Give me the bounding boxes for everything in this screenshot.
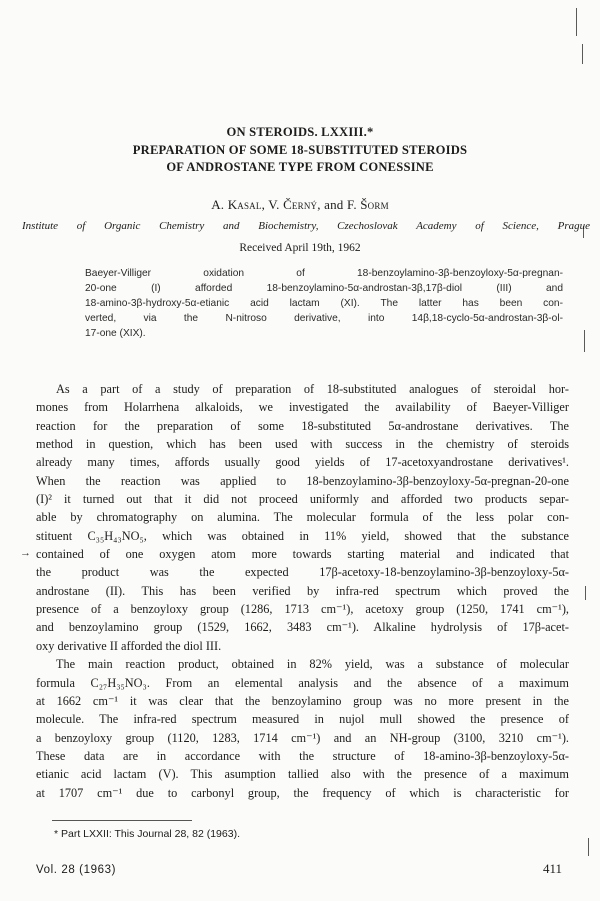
author-separator: , and F.: [317, 197, 361, 212]
author-affiliation: Institute of Organic Chemistry and Biochemistry, Czechoslovak Academy of Science, Prague: [22, 220, 590, 232]
abstract-line: verted, via the N-nitroso derivative, into 14β,18-cyclo-5α-androstan-3β-ol-: [85, 313, 563, 324]
scan-edge-mark: [576, 8, 577, 36]
scan-edge-mark: [588, 838, 589, 856]
body-line: The main reaction product, obtained in 82% yield, was a substance of molecular: [56, 657, 569, 672]
paper-title-line-3: OF ANDROSTANE TYPE FROM CONESSINE: [166, 160, 434, 174]
abstract-line: Baeyer-Villiger oxidation of 18-benzoylamino-3β-benzoyloxy-5α-pregnan-: [85, 268, 563, 279]
journal-volume: Vol. 28 (1963): [36, 864, 117, 876]
author-separator: , V.: [261, 197, 284, 212]
footnote: * Part LXXII: This Journal 28, 82 (1963).: [54, 828, 240, 840]
body-line: As a part of a study of preparation of 18-substituted analogues of steroidal hor-: [56, 382, 569, 396]
footnote-divider: [52, 820, 192, 821]
body-line: and benzoylamino group (1529, 1662, 3483 cm⁻¹). Alkaline hydrolysis of 17β-acet-: [36, 620, 569, 635]
body-line: formula C₂₇H₃₅NO₃. From an elemental analysis and the absence of a maximum: [36, 675, 569, 690]
abstract: [85, 266, 563, 341]
body-line: already many times, affords usually good yields of 17-acetoxyandrostane derivatives¹.: [36, 455, 569, 470]
scan-edge-mark: [584, 330, 585, 352]
body-line: molecule. The infra-red spectrum measured in nujol mull showed the presence of: [36, 712, 569, 727]
author-1-surname: Kasal: [227, 197, 262, 212]
author-2-surname: Černý: [283, 197, 318, 212]
scan-edge-mark: [585, 586, 586, 600]
paper-title-line-2: PREPARATION OF SOME 18-SUBSTITUTED STEROIDS: [132, 143, 468, 157]
author-1-initial: A.: [211, 197, 228, 212]
body-line: method in question, which has been used with success in the chemistry of steroids: [36, 437, 569, 452]
page-number: 411: [543, 861, 563, 876]
body-line: reaction for the preparation of some 18-substituted 5α-androstane derivatives. The: [36, 418, 569, 433]
paper-title-line-1: ON STEROIDS. LXXIII.*: [226, 125, 374, 139]
body-line: contained of one oxygen atom more towards starting material and indicated that: [36, 547, 569, 562]
abstract-line: 20-one (I) afforded 18-benzoylamino-5α-androstan-3β,17β-diol (III) and: [85, 283, 563, 294]
body-line: a benzoyloxy group (1120, 1283, 1714 cm⁻¹) and an NH-group (3100, 3210 cm⁻¹).: [36, 730, 569, 745]
scan-edge-mark: [582, 44, 583, 64]
body-line: oxy derivative II afforded the diol III.: [36, 638, 222, 653]
body-line: These data are in accordance with the structure of 18-amino-3β-benzoyloxy-5α-: [36, 748, 569, 763]
author-3-surname: Šorm: [360, 197, 389, 212]
margin-arrow-mark: →: [20, 547, 31, 559]
body-line: When the reaction was applied to 18-benzoylamino-3β-benzoyloxy-5α-pregnan-20-one: [36, 473, 569, 488]
body-line: mones from Holarrhena alkaloids, we investigated the availability of Baeyer-Villiger: [36, 400, 569, 415]
body-line: presence of a benzoyloxy group (1286, 1713 cm⁻¹), acetoxy group (1250, 1741 cm⁻¹),: [36, 602, 569, 617]
author-list: [0, 197, 600, 213]
received-date: Received April 19th, 1962: [239, 242, 361, 254]
body-line: at 1707 cm⁻¹ due to carbonyl group, the frequency of which is characteristic for: [36, 785, 569, 800]
body-line: androstane (II). This has been verified by infra-red spectrum which proved the: [36, 583, 569, 598]
body-line: able by chromatography on alumina. The molecular formula of the less polar con-: [36, 510, 569, 525]
body-line: (I)² it turned out that it did not proceed uniformly and afforded two products separ-: [36, 492, 569, 507]
body-text: [36, 380, 569, 802]
abstract-line: 18-amino-3β-hydroxy-5α-etianic acid lactam (XI). The latter has been con-: [85, 298, 563, 309]
abstract-line: 17-one (XIX).: [85, 328, 146, 339]
body-line: stituent C₃₅H₄₃NO₅, which was obtained in 11% yield, showed that the substance: [36, 528, 569, 543]
body-line: etianic acid lactam (V). This asumption tallied also with the presence of a maximum: [36, 767, 569, 782]
body-line: at 1662 cm⁻¹ it was clear that the benzoylamino group was no more present in the: [36, 693, 569, 708]
body-line: the product was the expected 17β-acetoxy-18-benzoylamino-3β-benzoyloxy-5α-: [36, 565, 569, 580]
